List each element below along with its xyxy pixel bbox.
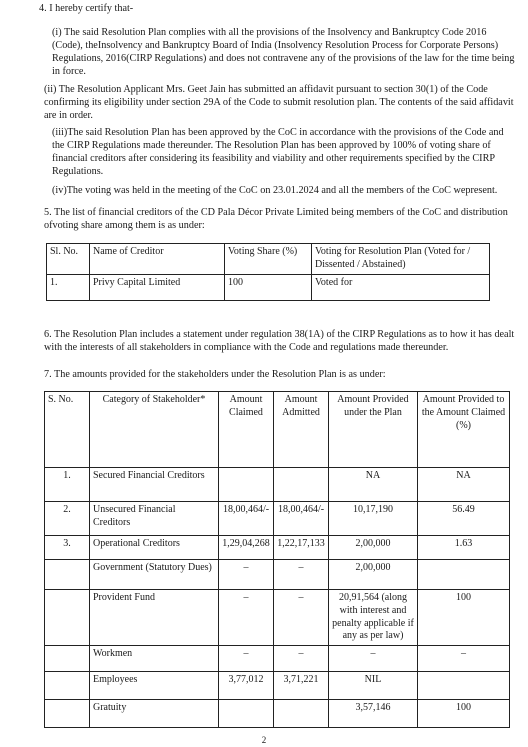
table-cell: Voted for [312,274,490,300]
certification-iv: (iv)The voting was held in the meeting of the CoC on 23.01.2024 and all the members of the CoC wepresent. [52,185,498,196]
table-cell: 1,29,04,268 [219,536,274,560]
table-row [45,536,510,560]
table-cell: 2. [45,502,90,536]
table-cell: – [274,646,329,672]
section-6-text: 6. The Resolution Plan includes a statement under regulation 38(1A) of the CIRP Regulations as to how it has dealt with the interests of all stakeholders in compliance with the Code and regulations made thereunder. [44,329,515,354]
table-header-cell: Amount Provided to the Amount Claimed (%) [418,392,510,468]
table-header-cell: S. No. [45,392,90,468]
table-row [45,646,510,672]
table-cell: 18,00,464/- [219,502,274,536]
table-cell: Operational Creditors [90,536,219,560]
table-cell: 20,91,564 (along with interest and penalty applicable if any as per law) [329,590,418,646]
table-cell: NA [418,468,510,502]
table-cell: 18,00,464/- [274,502,329,536]
table-row [45,590,510,646]
table-cell: Unsecured Financial Creditors [90,502,219,536]
section-7-text: 7. The amounts provided for the stakeholders under the Resolution Plan is as under: [44,369,386,380]
section-5-text: 5. The list of financial creditors of the CD Pala Décor Private Limited being members of the CoC and distribution ofvoting share among them is as under: [44,207,508,232]
table-header-cell: Amount Claimed [219,392,274,468]
table-cell: Workmen [90,646,219,672]
table-cell [418,672,510,700]
table-cell: NA [329,468,418,502]
table-cell: – [274,590,329,646]
table-cell: Privy Capital Limited [90,274,225,300]
table-cell [45,560,90,590]
table-header-row [45,392,510,468]
table-cell: 3,57,146 [329,700,418,728]
table-cell: Government (Statutory Dues) [90,560,219,590]
table-cell: NIL [329,672,418,700]
table-cell: Secured Financial Creditors [90,468,219,502]
table-cell: 2,00,000 [329,536,418,560]
table-row [45,468,510,502]
table-cell: – [219,560,274,590]
table-cell [274,468,329,502]
creditor-voting-table [46,243,490,301]
page-number: 2 [261,735,267,745]
table-cell: Provident Fund [90,590,219,646]
table-cell: 3. [45,536,90,560]
table-cell [45,646,90,672]
table-header-cell: Category of Stakeholder* [90,392,219,468]
table-header-cell: Amount Provided under the Plan [329,392,418,468]
table-cell: – [329,646,418,672]
table-cell [45,672,90,700]
certification-iii: (iii)The said Resolution Plan has been approved by the CoC in accordance with the provisions of the Code and the CIRP Regulations made thereunder. The Resolution Plan has been approved by 100% of voting share of financial creditors after considering its feasibility and viability and other requirements specified by the CIRP Regulations. [52,127,504,178]
table-cell: 3,77,012 [219,672,274,700]
table-cell: – [418,646,510,672]
table-row [45,700,510,728]
table-cell [45,590,90,646]
table-header-cell: Voting for Resolution Plan (Voted for / Dissented / Abstained) [312,244,490,275]
table-cell [219,468,274,502]
table-cell: Gratuity [90,700,219,728]
table-header-cell: Amount Admitted [274,392,329,468]
table-row [45,560,510,590]
stakeholder-amounts-table [44,391,510,728]
table-header-cell: Sl. No. [47,244,90,275]
table-cell: 3,71,221 [274,672,329,700]
table-cell: 1,22,17,133 [274,536,329,560]
table-row [45,502,510,536]
table-cell: – [219,590,274,646]
certification-ii: (ii) The Resolution Applicant Mrs. Geet Jain has submitted an affidavit pursuant to section 30(1) of the Code confirming its eligibility under section 29A of the Code to submit resolution plan. The contents of the said affidavit are in order. [44,84,514,122]
table-cell: 10,17,190 [329,502,418,536]
table-cell: 100 [418,590,510,646]
table-cell [45,700,90,728]
table-header-row [47,244,490,275]
table-cell: 1. [47,274,90,300]
table-cell: 100 [418,700,510,728]
table-cell [418,560,510,590]
table-cell [219,700,274,728]
table-cell: Employees [90,672,219,700]
table-header-cell: Name of Creditor [90,244,225,275]
table-cell: 56.49 [418,502,510,536]
table-header-cell: Voting Share (%) [225,244,312,275]
table-cell [274,700,329,728]
table-cell: 2,00,000 [329,560,418,590]
section-4-heading: 4. I hereby certify that- [39,3,134,14]
table-row [45,672,510,700]
table-cell: – [219,646,274,672]
table-cell: – [274,560,329,590]
table-row [47,274,490,300]
table-cell: 100 [225,274,312,300]
certification-i: (i) The said Resolution Plan complies with all the provisions of the Insolvency and Bankruptcy Code 2016 (Code), theInsolvency and Bankruptcy Board of India (Insolvency Resolution Process for Corporate Persons) Regulations, 2016(CIRP Regulations) and does not contravene any of the provisions of the law for the time being in force. [52,27,515,78]
table-cell: 1. [45,468,90,502]
table-cell: 1.63 [418,536,510,560]
